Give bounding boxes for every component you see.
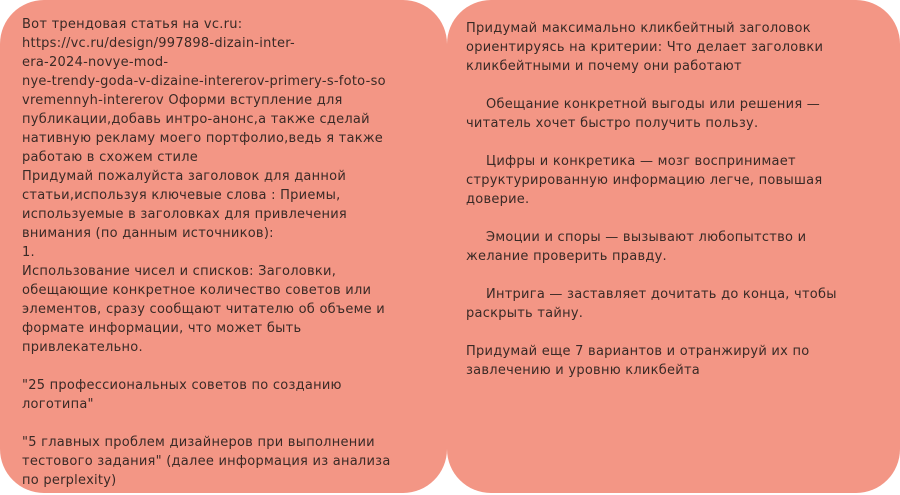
criterion-line: желание проверить правду. (466, 249, 667, 264)
blank-line (466, 76, 890, 95)
blank-line (466, 133, 890, 152)
text-line: формате информации, что может быть (22, 321, 302, 336)
closing-line: Придумай еще 7 вариантов и отранжируй их по (466, 344, 810, 359)
criterion-line: Эмоции и споры — вызывают любопытство и (486, 230, 807, 245)
intro-line: кликбейтными и почему они работают (466, 59, 742, 74)
text-line: era-2024-novye-mod- (22, 55, 169, 70)
right-prompt-text (466, 19, 890, 380)
text-line: статьи,используя ключевые слова : Приемы, (22, 188, 341, 203)
intro-line: ориентируясь на критерии: Что делает заголовки (466, 40, 824, 55)
text-line: внимания (по данным источников): (22, 226, 274, 241)
blank-line (466, 323, 890, 342)
text-line: используемые в заголовках для привлечения (22, 207, 347, 222)
text-line: по perplexity) (22, 473, 117, 488)
criterion-line: Интрига — заставляет дочитать до конца, чтобы (486, 287, 837, 302)
text-line: Вот трендовая статья на vc.ru: (22, 17, 243, 32)
text-line: Использование чисел и списков: Заголовки, (22, 264, 337, 279)
text-line: 1. (22, 245, 35, 260)
intro-line: Придумай максимально кликбейтный заголовок (466, 21, 811, 36)
text-line: тестового задания" (далее информация из анализа (22, 454, 391, 469)
criterion-line: читатель хочет быстро получить пользу. (466, 116, 759, 131)
text-line: vremennyh-intererov Оформи вступление для (22, 93, 343, 108)
blank-line (466, 266, 890, 285)
text-line: "5 главных проблем дизайнеров при выполнении (22, 435, 375, 450)
text-line: логотипа" (22, 397, 94, 412)
closing-line: завлечению и уровню кликбейта (466, 363, 700, 378)
text-line: публикации,добавь интро-анонс,а также сделай (22, 112, 370, 127)
text-line: обещающие конкретное количество советов или (22, 283, 372, 298)
criterion-line: Обещание конкретной выгоды или решения — (486, 97, 821, 112)
text-line: нативную рекламу моего портфолио,ведь я также (22, 131, 384, 146)
text-line: nye-trendy-goda-v-dizaine-intererov-primery-s-foto-so (22, 74, 386, 89)
criterion-line: Цифры и конкретика — мозг воспринимает (486, 154, 796, 169)
left-prompt-text (22, 15, 437, 490)
right-prompt-card (447, 0, 900, 493)
text-line: привлекательно. (22, 340, 143, 355)
left-prompt-card (0, 0, 447, 493)
criterion-line: раскрыть тайну. (466, 306, 584, 321)
blank-line (22, 414, 437, 433)
text-line: работаю в схожем стиле (22, 150, 199, 165)
text-line: https://vc.ru/design/997898-dizain-inter- (22, 36, 295, 51)
criterion-line: структурированную информацию легче, повышая (466, 173, 823, 188)
blank-line (22, 357, 437, 376)
text-line: Придумай пожалуйста заголовок для данной (22, 169, 347, 184)
criterion-line: доверие. (466, 192, 530, 207)
text-line: "25 профессиональных советов по созданию (22, 378, 342, 393)
blank-line (466, 209, 890, 228)
text-line: элементов, сразу сообщают читателю об объеме и (22, 302, 386, 317)
